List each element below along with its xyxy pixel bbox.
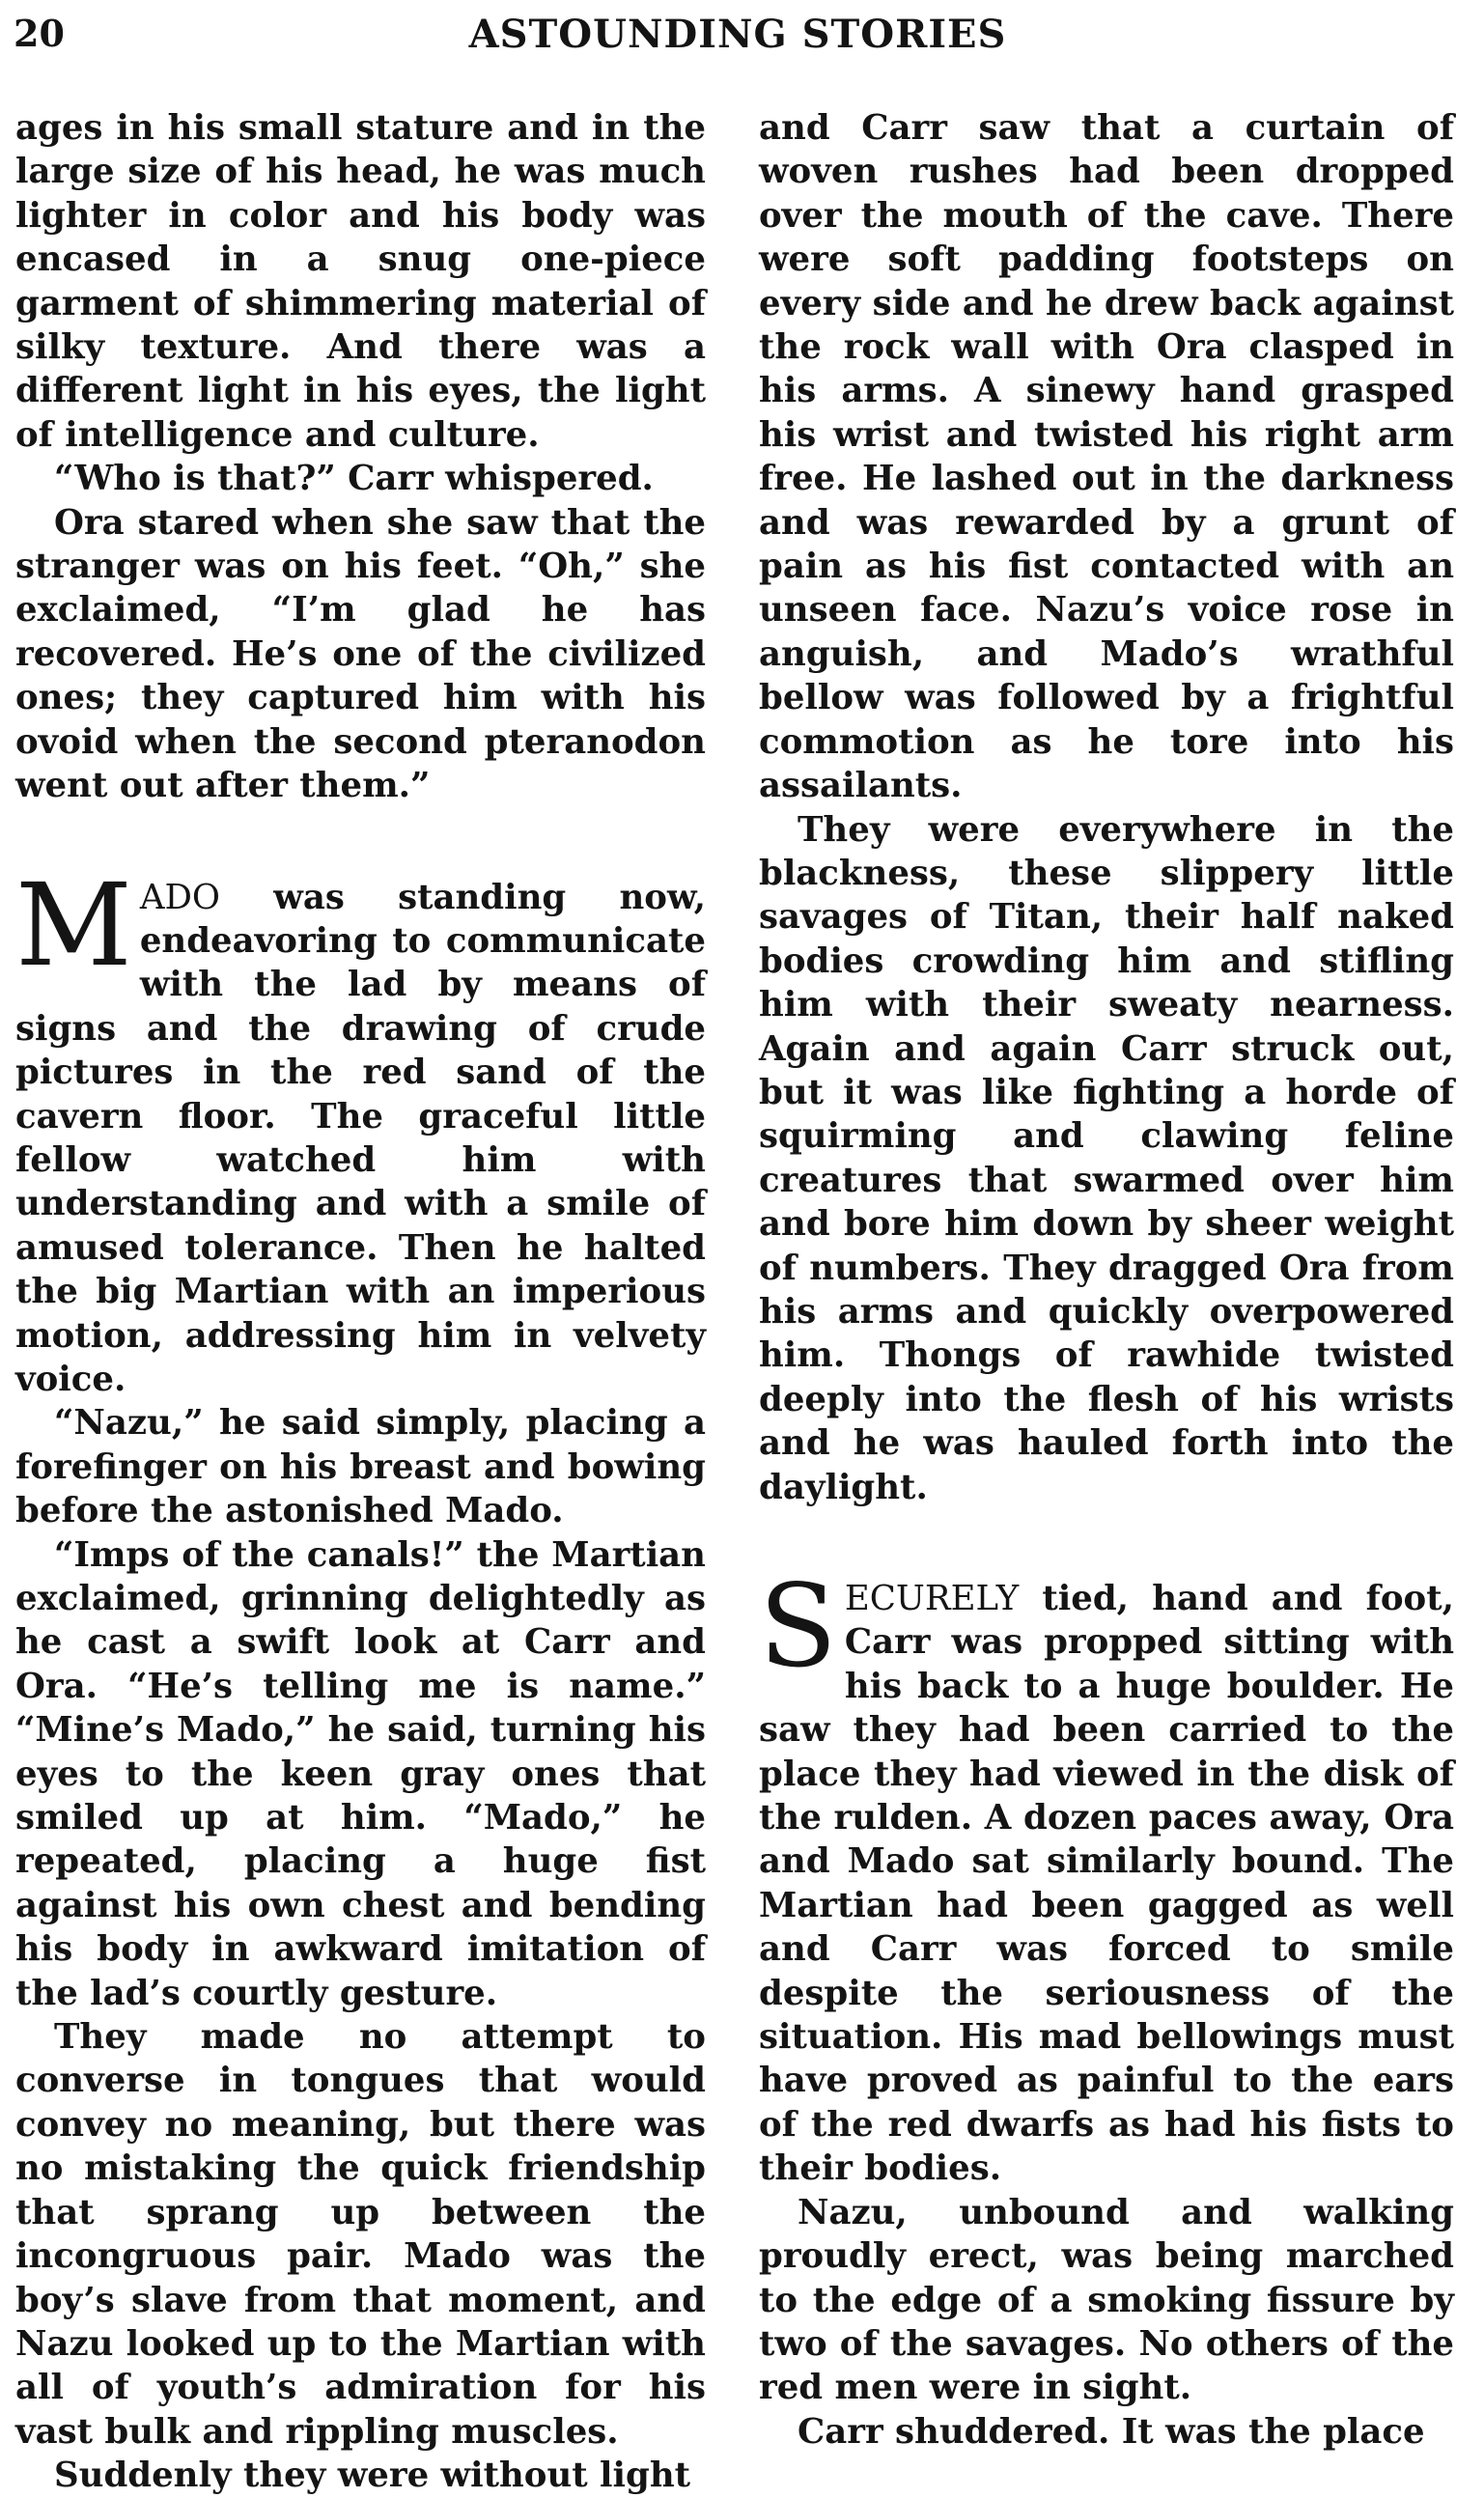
paragraph: They made no attempt to converse in tongues that would convey no meaning, but there was no mistaking the quick friendship that sprang up between the incongruous pair. Mado was the boy’s slave from that moment, and Nazu looked up to the Martian with all of youth’s admiration for his vast bulk and rippling muscles.	[15, 2017, 706, 2452]
paragraph: “Who is that?” Carr whispered.	[54, 459, 654, 499]
paragraph: Suddenly they were without light	[54, 2456, 691, 2496]
small-caps-lead: ADO	[139, 877, 221, 917]
paragraph-section-start	[15, 857, 706, 1402]
paragraph: ages in his small stature and in the large size of his head, he was much lighter in color and his body was encased in a snug one-piece garment of shimmering material of silky texture. And there was a different light in his eyes, the light of intelligence and culture.	[15, 108, 706, 455]
right-column	[759, 106, 1454, 2454]
small-caps-lead: ECURELY	[844, 1579, 1020, 1618]
paragraph-text: tied, hand and foot, Carr was propped sitting with his back to a huge boulder. He saw they had been carried to the place they had viewed in the disk of the rulden. A dozen paces away, Ora and Mado sat similarly bound. The Martian had been gagged as well and Carr was forced to smile despite the seriousness of the situation. His mad bellowings must have proved as painful to the ears of the red dwarfs as had his fists to their bodies.	[759, 1579, 1454, 2189]
paragraph: Carr shuddered. It was the place	[798, 2411, 1425, 2452]
paragraph-section-start	[759, 1559, 1454, 2191]
drop-cap: M	[15, 857, 132, 992]
paragraph-text: was standing now, endeavoring to communicate with the lad by means of signs and the drawing of crude pictures in the red sand of the cavern floor. The graceful little fellow watched him with understanding and with a smile of amused tolerance. Then he halted the big Martian with an imperious motion, addressing him in velvety voice.	[15, 877, 706, 1399]
page-header	[14, 8, 1462, 66]
paragraph: They were everywhere in the blackness, these slippery little savages of Titan, their half naked bodies crowding him and stifling him with their sweaty nearness. Again and again Carr struck out, but it was like fighting a horde of squirming and clawing feline creatures that swarmed over him and bore him down by sheer weight of numbers. They dragged Ora from his arms and quickly overpowered him. Thongs of rawhide twisted deeply into the flesh of his wrists and he was hauled forth into the daylight.	[759, 809, 1454, 1507]
paragraph: “Nazu,” he said simply, placing a forefinger on his breast and bowing before the astonished Mado.	[15, 1403, 706, 1531]
paragraph: Ora stared when she saw that the stranger was on his feet. “Oh,” she exclaimed, “I’m glad he has recovered. He’s one of the civilized ones; they captured him with his ovoid when the second pteranodon went out after them.”	[15, 502, 706, 806]
paragraph: Nazu, unbound and walking proudly erect, was being marched to the edge of a smoking fissure by two of the savages. No others of the red men were in sight.	[759, 2192, 1454, 2408]
running-title: ASTOUNDING STORIES	[468, 12, 1007, 57]
paragraph: and Carr saw that a curtain of woven rushes had been dropped over the mouth of the cave. There were soft padding footsteps on every side and he drew back against the rock wall with Ora clasped in his arms. A sinewy hand grasped his wrist and twisted his right arm free. He lashed out in the darkness and was rewarded by a grunt of pain as his fist contacted with an unseen face. Nazu’s voice rose in anguish, and Mado’s wrathful bellow was followed by a frightful commotion as he tore into his assailants.	[759, 108, 1454, 806]
page-number: 20	[14, 12, 65, 55]
drop-cap: S	[759, 1559, 837, 1693]
section-break	[759, 1509, 1454, 1577]
left-column	[15, 106, 706, 2498]
paragraph: “Imps of the canals!” the Martian exclaimed, grinning delightedly as he cast a swift look at Carr and Ora. “He’s telling me is name.” “Mine’s Mado,” he said, turning his eyes to the keen gray ones that smiled up at him. “Mado,” he repeated, placing a huge fist against his own chest and bending his body in awkward imitation of the lad’s courtly gesture.	[15, 1534, 706, 2013]
